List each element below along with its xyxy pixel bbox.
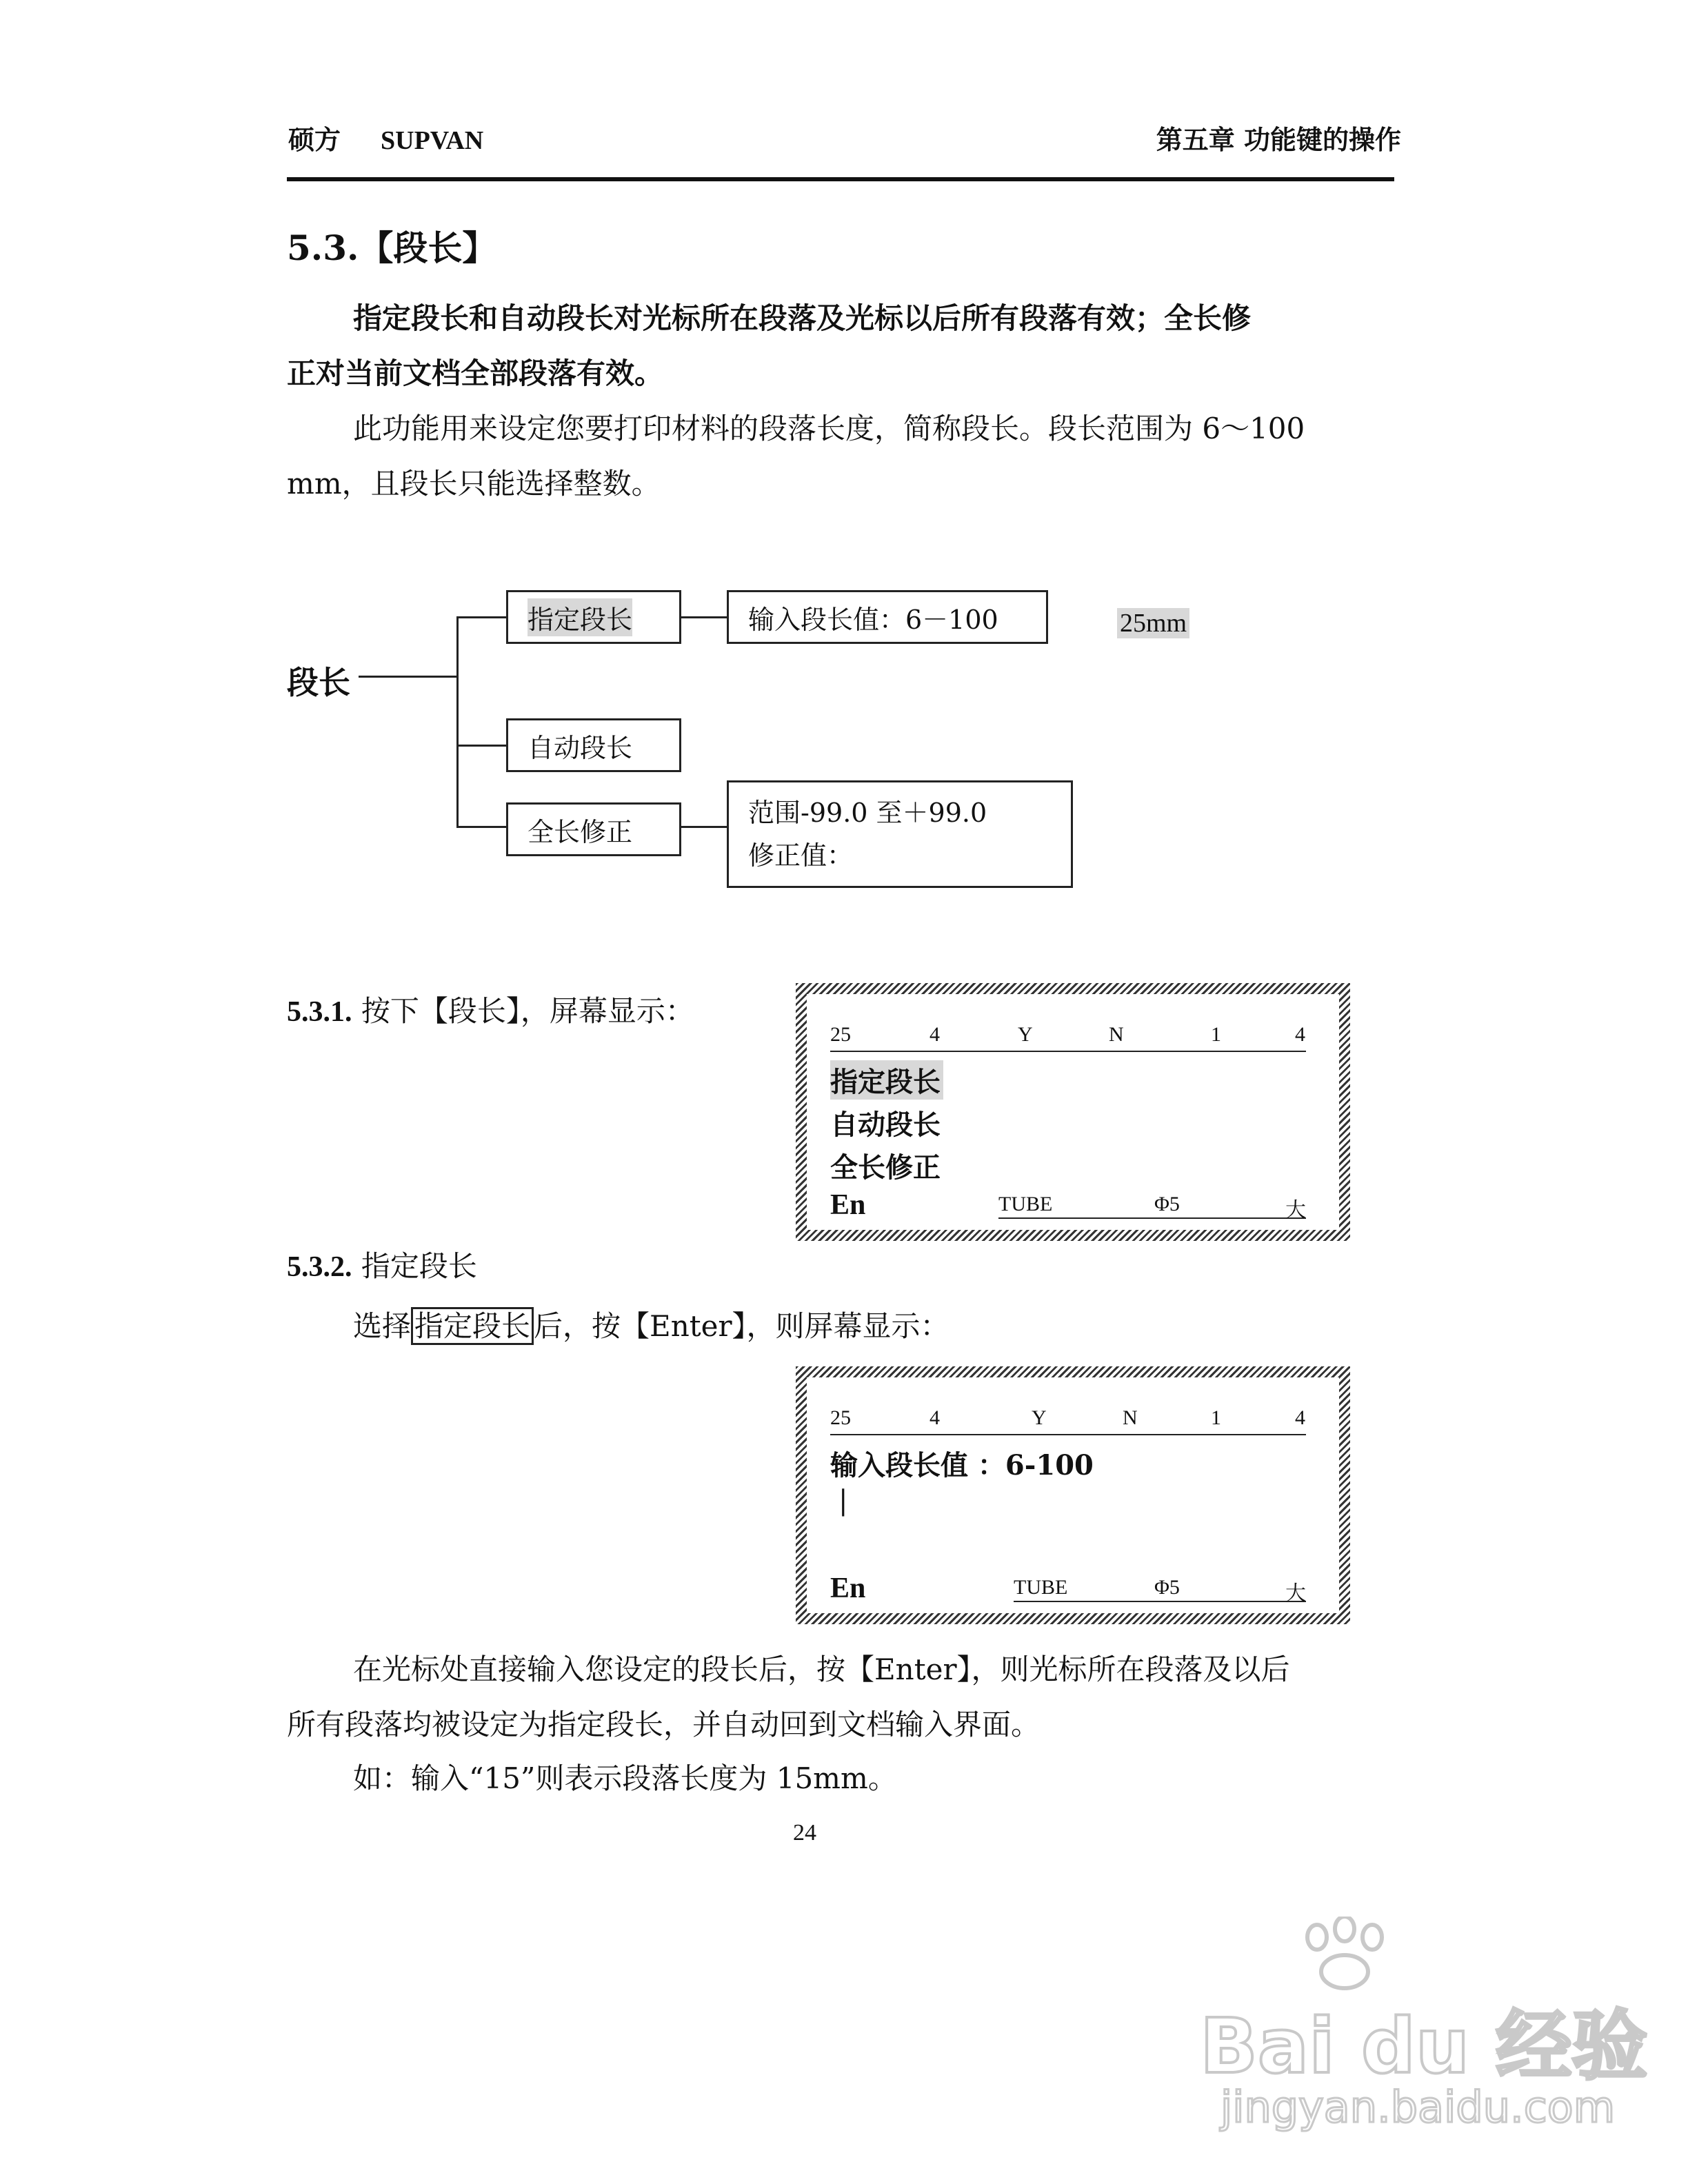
option-label: 全长修正 [528,816,633,847]
tube-size: Φ5 [1154,1576,1180,1599]
lcd-screen-1 [796,983,1350,1241]
branch2-connector [456,745,508,747]
material: TUBE [1014,1576,1068,1599]
section-title: 5.3.【段长】 [287,228,497,268]
instr-prefix: 选择 [353,1309,412,1343]
text-cursor[interactable]: | [838,1485,848,1517]
footer-underline [998,1193,1306,1222]
description-line2: mm，且段长只能选择整数。 [287,467,661,501]
option-total-length-correction [506,802,681,856]
status-value: 4 [1295,1023,1305,1046]
font-size: 大 [1285,1199,1306,1222]
branch1-connector [456,616,508,618]
branch3-connector [456,826,508,828]
input-mode: En [830,1573,866,1604]
option-label: 指定段长 [528,598,632,636]
option3-value-connector [681,826,728,828]
option3-range: 范围-99.0 至＋99.0 [748,798,987,828]
menu-item-total-correction[interactable]: 全长修正 [830,1151,941,1184]
screen-footer [830,1572,1306,1605]
page-number: 24 [793,1820,816,1846]
screen-footer [830,1189,1306,1222]
step2-number: 5.3.2. [287,1251,352,1283]
step2-heading [287,1244,477,1285]
menu-item-auto-length[interactable]: 自动段长 [830,1109,941,1141]
status-value: 25 [830,1406,851,1429]
instr-suffix: 后，按【Enter】，则屏幕显示： [534,1309,950,1343]
status-value: N [1123,1406,1138,1429]
closing-line2: 所有段落均被设定为指定段长，并自动回到文档输入界面。 [287,1708,1041,1741]
status-value: 1 [1211,1406,1221,1429]
option-specified-length [506,590,681,644]
input-mode: En [830,1189,866,1221]
description-line1: 此功能用来设定您要打印材料的段落长度，简称段长。段长范围为 6～100 [353,412,1305,445]
lcd-screen-2 [796,1366,1350,1624]
root-connector [359,676,458,678]
instr-boxed-key: 指定段长 [411,1307,534,1345]
step1-text: 按下【段长】，屏幕显示： [361,994,694,1028]
step2-text: 指定段长 [361,1249,477,1283]
option1-value-box [727,590,1048,644]
option-auto-length [506,718,681,772]
footer-underline [1014,1576,1306,1605]
status-value: 25 [830,1023,851,1046]
tube-size: Φ5 [1154,1193,1180,1215]
header-company [288,119,483,156]
status-bar [830,1406,1306,1435]
option3-correction-label: 修正值： [748,840,854,871]
chapter-title: 第五章 功能键的操作 [1156,124,1401,155]
status-value: 4 [930,1023,940,1046]
brand-name: SUPVAN [381,126,484,155]
paw-icon [1289,1917,1400,1992]
status-bar [830,1023,1306,1052]
status-value: 4 [1295,1406,1305,1429]
closing-line3: 如：输入“15”则表示段落长度为 15mm。 [353,1761,897,1795]
option-label: 自动段长 [528,732,633,763]
material: TUBE [998,1193,1053,1215]
step2-instruction [353,1299,1387,1354]
option3-value-box [727,780,1073,888]
company-name: 硕方 [288,124,341,155]
bold-paragraph-line2: 正对当前文档全部段落有效。 [287,356,664,390]
diagram-root-label: 段长 [287,664,350,701]
status-value: Y [1032,1406,1047,1429]
status-value: 1 [1211,1023,1221,1046]
option1-value-connector [681,616,728,618]
status-value: Y [1018,1023,1033,1046]
watermark-url: jingyan.baidu.com [1220,2082,1616,2132]
header-rule [287,177,1394,181]
vertical-connector [456,616,459,827]
watermark-logo: Bai du 经验 [1200,2002,1648,2090]
option1-extra-value: 25mm [1117,608,1189,638]
closing-line1: 在光标处直接输入您设定的段长后，按【Enter】，则光标所在段落及以后 [353,1652,1290,1686]
menu-item-specified-length[interactable]: 指定段长 [830,1060,943,1100]
step1-number: 5.3.1. [287,996,352,1028]
status-value: N [1109,1023,1124,1046]
status-value: 4 [930,1406,940,1429]
font-size: 大 [1285,1582,1306,1605]
length-prompt: 输入段长值 ：6-100 [830,1449,1094,1482]
baidu-jingyan-watermark [1200,1944,1648,2151]
option1-value: 输入段长值：6－100 [748,604,998,635]
bold-paragraph-line1: 指定段长和自动段长对光标所在段落及光标以后所有段落有效；全长修 [353,301,1252,335]
step1-heading [287,989,694,1030]
